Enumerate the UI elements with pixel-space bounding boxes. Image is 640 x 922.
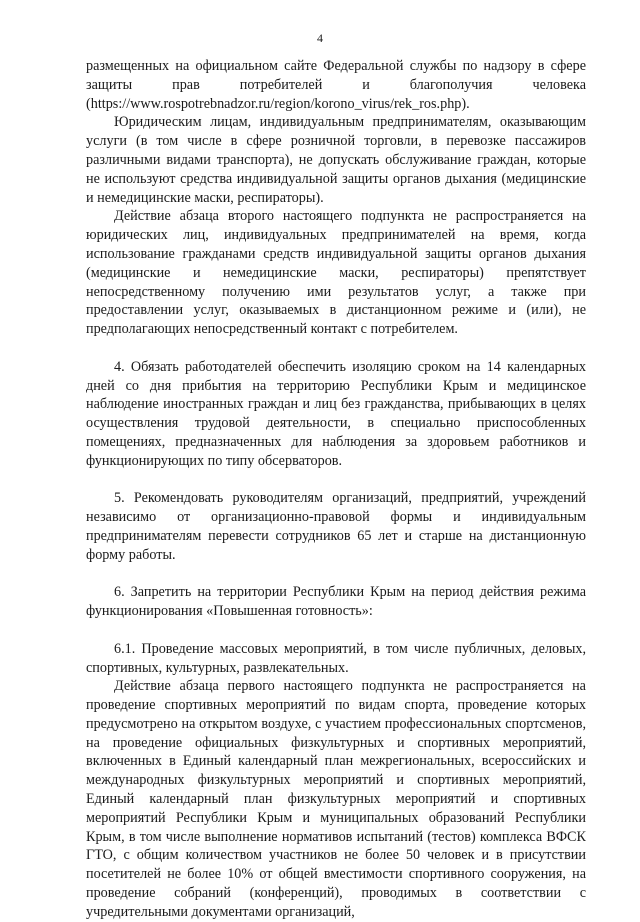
- paragraph-item-5: 5. Рекомендовать руководителям организаций, предприятий, учреждений независимо от организационно-правовой формы и индивидуальным предпринимателям перевести сотрудников 65 лет и старше на дистанционную форму работы.: [86, 490, 586, 563]
- paragraph-item-6-1: 6.1. Проведение массовых мероприятий, в том числе публичных, деловых, спортивных, культурных, развлекательных.: [86, 640, 586, 676]
- paragraph-url-reference: размещенных на официальном сайте Федеральной службы по надзору в сфере защиты прав потребителей и благополучия человека (https://www.rospotrebnadzor.ru/region/korono_virus/rek_ros.php).: [86, 58, 586, 112]
- paragraph-item-6-1-exception: Действие абзаца первого настоящего подпункта не распространяется на проведение спортивных мероприятий по видам спорта, проведение которых предусмотрено на открытом воздухе, с участием профессиональных спортсменов, на проведение официальных физкультурных и спортивных мероприятий, включенных в Единый календарный план межрегиональных, всероссийских и международных физкультурных мероприятий и спортивных мероприятий, Единый календарный план физкультурных мероприятий и спортивных мероприятий Республики Крым и муниципальных образований Республики Крым, в том числе выполнение нормативов испытаний (тестов) комплекса ВФСК ГТО, с общим количеством участников не более 50 человек и в присутствии посетителей не более 10% от общей вместимости спортивного сооружения, на проведение собраний (конференций), проводимых в соответствии с учредительными документами организаций,: [86, 678, 586, 920]
- paragraph-mask-requirement: Юридическим лицам, индивидуальным предпринимателям, оказывающим услуги (в том числе в сфере розничной торговли, в перевозке пассажиров различными видами транспорта), не допускать обслуживание граждан, которые не используют средства индивидуальной защиты органов дыхания (медицинские и немедицинские маски, респираторы).: [86, 114, 586, 206]
- paragraph-item-4: 4. Обязать работодателей обеспечить изоляцию сроком на 14 календарных дней со дня прибытия на территорию Республики Крым и медицинское наблюдение иностранных граждан и лиц без гражданства, прибывающих в целях осуществления трудовой деятельности, в специально приспособленных помещениях, предназначенных для наблюдения за здоровьем работников и функционирующих по типу обсерваторов.: [86, 358, 586, 469]
- document-body: [86, 57, 586, 922]
- paragraph-mask-exception: Действие абзаца второго настоящего подпункта не распространяется на юридических лиц, индивидуальных предпринимателей на время, когда использование гражданами средств индивидуальной защиты органов дыхания (медицинские и немедицинские маски, респираторы) препятствует непосредственному получению ими результатов услуг, а также при предоставлении услуг, оказываемых в дистанционном режиме и (или), не предполагающих непосредственный контакт с потребителем.: [86, 208, 586, 338]
- page-number: 4: [317, 31, 323, 45]
- paragraph-item-6: 6. Запретить на территории Республики Крым на период действия режима функционирования «Повышенная готовность»:: [86, 584, 586, 620]
